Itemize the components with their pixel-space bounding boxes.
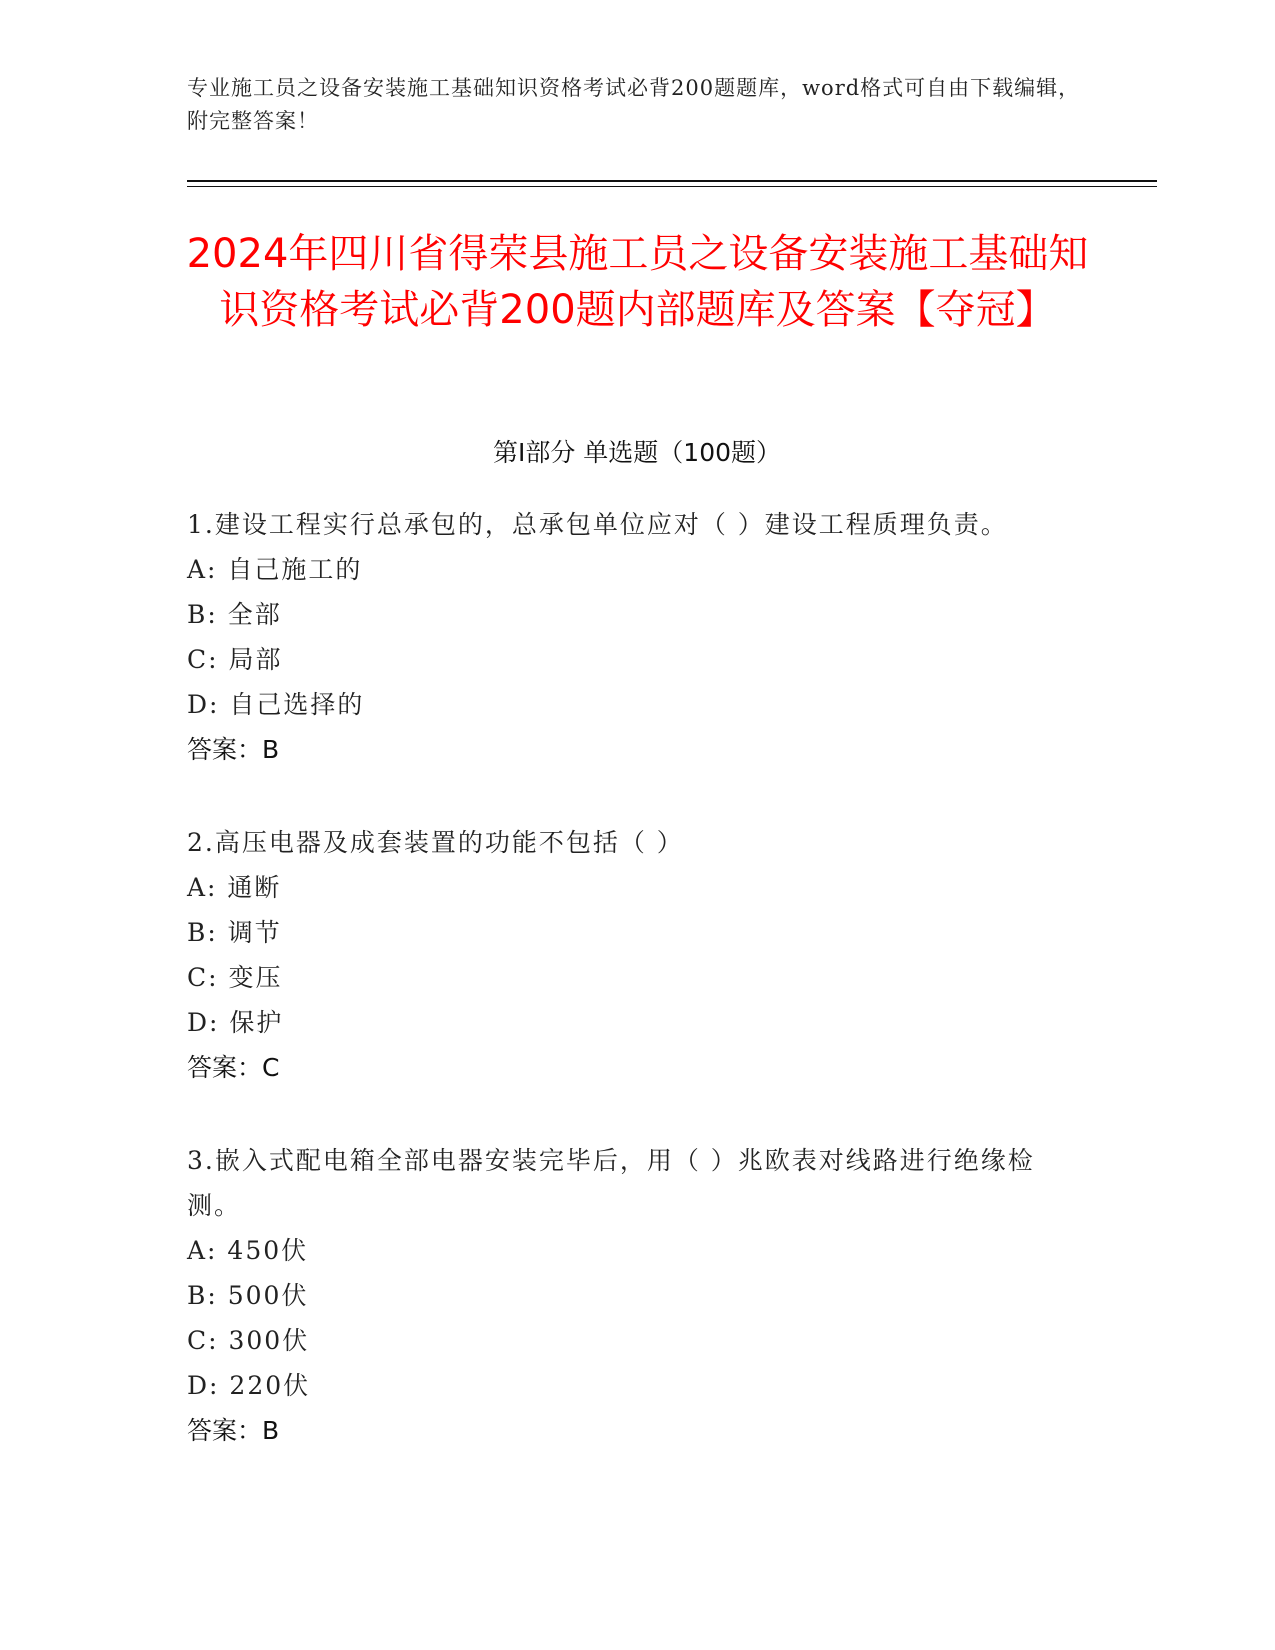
option-d: D: 220伏 bbox=[187, 1371, 311, 1400]
option-b: B: 500伏 bbox=[187, 1281, 309, 1310]
option-b: B: 全部 bbox=[187, 600, 282, 629]
question-3 bbox=[187, 1138, 1087, 1453]
question-stem: 2.高压电器及成套装置的功能不包括（ ） bbox=[187, 828, 684, 857]
option-c: C: 300伏 bbox=[187, 1326, 310, 1355]
answer-line: 答案：C bbox=[187, 1053, 280, 1082]
question-1 bbox=[187, 502, 1087, 772]
option-a: A: 通断 bbox=[187, 873, 282, 902]
option-c: C: 局部 bbox=[187, 645, 283, 674]
header-divider-thin bbox=[187, 186, 1157, 187]
header-note: 专业施工员之设备安装施工基础知识资格考试必背200题题库，word格式可自由下载编辑，附完整答案！ bbox=[187, 76, 1081, 133]
question-2 bbox=[187, 820, 1087, 1090]
section-title: 第I部分 单选题（100题） bbox=[492, 438, 782, 467]
option-d: D: 保护 bbox=[187, 1008, 284, 1037]
option-a: A: 自己施工的 bbox=[187, 555, 363, 584]
header-divider-thick bbox=[187, 180, 1157, 182]
option-a: A: 450伏 bbox=[187, 1236, 309, 1265]
question-stem: 3.嵌入式配电箱全部电器安装完毕后，用（ ）兆欧表对线路进行绝缘检测。 bbox=[187, 1146, 1035, 1220]
question-stem: 1.建设工程实行总承包的，总承包单位应对（ ）建设工程质理负责。 bbox=[187, 510, 1008, 539]
option-d: D: 自己选择的 bbox=[187, 690, 365, 719]
document-title: 2024年四川省得荣县施工员之设备安装施工基础知识资格考试必背200题内部题库及答案【夺冠】 bbox=[186, 231, 1089, 333]
answer-line: 答案：B bbox=[187, 1416, 280, 1445]
option-b: B: 调节 bbox=[187, 918, 282, 947]
option-c: C: 变压 bbox=[187, 963, 283, 992]
answer-line: 答案：B bbox=[187, 735, 280, 764]
